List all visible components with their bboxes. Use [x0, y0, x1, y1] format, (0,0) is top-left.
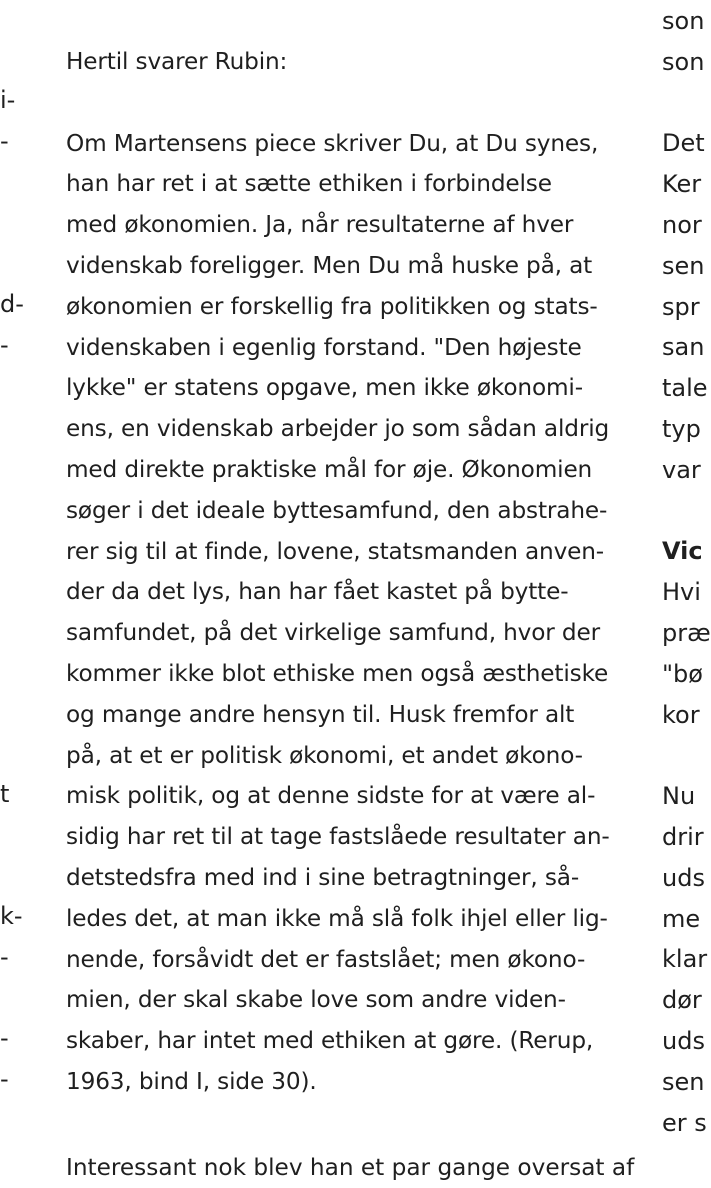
left-fragment: k- — [0, 901, 23, 930]
cut-off-text: Interessant nok blev han et par gange oversat af — [66, 1154, 635, 1181]
right-fragment — [662, 83, 700, 124]
left-fragment: - — [0, 126, 9, 155]
right-fragment-heading: Vic — [662, 537, 703, 566]
right-fragment: uds — [662, 1026, 705, 1055]
right-fragment: var — [662, 455, 701, 484]
quote-line: kommer ikke blot ethiske men også æsthetiske — [66, 659, 609, 687]
left-fragment — [0, 202, 14, 243]
left-column-fragments — [0, 80, 24, 1100]
main-text-column — [66, 42, 646, 1103]
right-fragment: san — [662, 333, 705, 362]
quote-line: og mange andre hensyn til. Husk fremfor alt — [66, 700, 575, 728]
right-fragment: Ker — [662, 170, 702, 199]
left-fragment — [0, 162, 14, 203]
cut-off-line — [66, 1148, 646, 1181]
quote-line: mien, der skal skabe love som andre viden- — [66, 986, 566, 1014]
quote-line: rer sig til at finde, lovene, statsmanden anven- — [66, 537, 605, 565]
right-fragment: me — [662, 904, 701, 933]
right-column-fragments — [662, 1, 711, 1143]
left-fragment — [0, 733, 14, 774]
right-fragment: uds — [662, 863, 705, 892]
right-fragment: er s — [662, 1108, 707, 1137]
quote-line: der da det lys, han har fået kastet på bytte- — [66, 578, 569, 606]
right-fragment: nor — [662, 210, 702, 239]
right-fragment: klar — [662, 945, 708, 974]
left-fragment — [0, 978, 14, 1019]
right-fragment: typ — [662, 414, 701, 443]
quote-paragraph — [66, 124, 646, 1103]
left-fragment — [0, 651, 14, 692]
quote-line: detstedsfra med ind i sine betragtninger, så- — [66, 863, 580, 891]
left-fragment — [0, 406, 14, 447]
right-fragment — [662, 491, 700, 532]
quote-line: skaber, har intet med ethiken at gøre. (Rerup, — [66, 1027, 594, 1055]
quote-line: sidig har ret til at tage fastslåede resultater an- — [66, 823, 610, 851]
blank-line — [66, 83, 646, 124]
left-fragment: t — [0, 779, 10, 808]
right-fragment: drir — [662, 822, 704, 851]
right-fragment: Det — [662, 129, 705, 158]
left-fragment — [0, 855, 14, 896]
quote-line: 1963, bind I, side 30). — [66, 1067, 317, 1095]
right-fragment: son — [662, 7, 705, 35]
quote-line: på, at et er politisk økonomi, et andet økono- — [66, 741, 583, 769]
left-fragment: - — [0, 330, 9, 359]
left-fragment — [0, 488, 14, 529]
quote-line: med direkte praktiske mål for øje. Økonomien — [66, 455, 593, 483]
left-fragment — [0, 366, 14, 407]
left-fragment — [0, 692, 14, 733]
quote-line: ens, en videnskab arbejder jo som sådan aldrig — [66, 415, 610, 443]
left-fragment — [0, 610, 14, 651]
left-fragment — [0, 814, 14, 855]
right-fragment: "bø — [662, 659, 703, 688]
right-fragment: kor — [662, 700, 700, 729]
quote-line: videnskaben i egenlig forstand. "Den højeste — [66, 333, 582, 361]
right-fragment: spr — [662, 292, 700, 321]
quote-line: Om Martensens piece skriver Du, at Du synes, — [66, 129, 599, 157]
left-fragment: - — [0, 1065, 9, 1094]
left-fragment — [0, 529, 14, 570]
left-fragment — [0, 243, 14, 284]
left-fragment: d- — [0, 289, 24, 318]
left-fragment: i- — [0, 86, 16, 114]
quote-line: lykke" er statens opgave, men ikke økonomi- — [66, 374, 583, 402]
quote-line: med økonomien. Ja, når resultaterne af hver — [66, 211, 574, 239]
right-fragment: Hvi — [662, 578, 701, 607]
right-fragment: sen — [662, 251, 705, 280]
right-fragment: sen — [662, 1067, 705, 1096]
left-fragment: - — [0, 1024, 9, 1053]
quote-line: søger i det ideale byttesamfund, den abstrahe- — [66, 496, 608, 524]
quote-line: økonomien er forskellig fra politikken og stats- — [66, 292, 598, 320]
right-fragment: præ — [662, 618, 711, 647]
quote-line: ledes det, at man ikke må slå folk ihjel eller lig- — [66, 904, 608, 932]
right-fragment: Nu — [662, 782, 696, 811]
quote-line: videnskab foreligger. Men Du må huske på, at — [66, 251, 593, 279]
right-fragment: tale — [662, 374, 708, 403]
right-fragment: son — [662, 47, 705, 76]
right-fragment: dør — [662, 986, 702, 1015]
quote-line: samfundet, på det virkelige samfund, hvor der — [66, 619, 600, 647]
right-fragment — [662, 735, 700, 776]
quote-line: han har ret i at sætte ethiken i forbindelse — [66, 170, 552, 198]
left-fragment: - — [0, 942, 9, 971]
quote-line: nende, forsåvidt det er fastslået; men økono- — [66, 945, 586, 973]
left-fragment — [0, 570, 14, 611]
intro-paragraph: Hertil svarer Rubin: — [66, 48, 288, 75]
quote-line: misk politik, og at denne sidste for at være al- — [66, 782, 596, 810]
left-fragment — [0, 447, 14, 488]
